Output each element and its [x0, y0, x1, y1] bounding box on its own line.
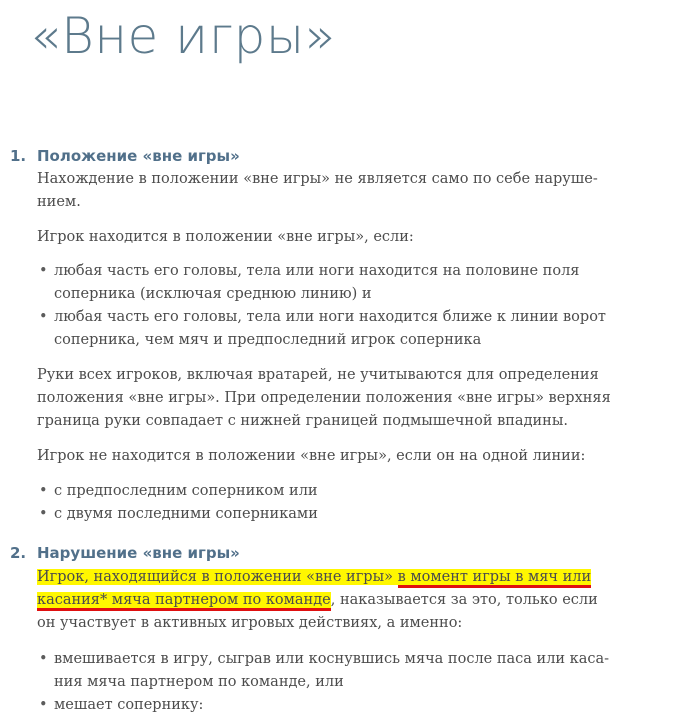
section-title: Нарушение «вне игры» [37, 544, 240, 562]
section-1-heading [10, 145, 240, 167]
section-2-actions-list [37, 648, 647, 717]
highlighted-underlined-text: в момент игры в мяч или [398, 569, 592, 588]
list-item: • с двумя последними соперниками [37, 503, 647, 526]
list-item: • мешает сопернику: [37, 694, 647, 717]
section-1-paragraph-2: Игрок находится в положении «вне игры», если: [37, 229, 414, 245]
section-title: Положение «вне игры» [37, 147, 240, 165]
list-item: • вмешивается в игру, сыграв или коснувшись мяча после паса или каса- ния мяча партнером по команде, или [37, 648, 647, 694]
section-1-paragraph-4: Игрок не находится в положении «вне игры», если он на одной линии: [37, 448, 586, 464]
list-item: • любая часть его головы, тела или ноги находится ближе к линии ворот соперника, чем мяч и предпоследний игрок соперника [37, 306, 647, 352]
list-item: • любая часть его головы, тела или ноги находится на половине поля соперника (исключая среднюю линию) и [37, 260, 647, 306]
section-number: 1. [10, 147, 27, 165]
section-1-conditions-list [37, 260, 647, 352]
section-1-paragraph-1: Нахождение в положении «вне игры» не является само по себе наруше- нием. [37, 171, 598, 210]
page-title: «Вне игры» [30, 7, 336, 65]
list-item: • с предпоследним соперником или [37, 480, 647, 503]
section-2-paragraph-1: Игрок, находящийся в положении «вне игры» в момент игры в мяч или касания* мяча партнером по команде, наказывается за это, только если он участвует в активных игровых действиях, а именно: [37, 569, 598, 631]
highlighted-underlined-text: касания* мяча партнером по команде [37, 592, 331, 611]
section-1-paragraph-3: Руки всех игроков, включая вратарей, не учитываются для определения положения «вне игры». При определении положения «вне игры» верхняя граница руки совпадает с нижней границей подмышечной впадины. [37, 367, 611, 429]
section-1-exceptions-list [37, 480, 647, 526]
section-2-heading [10, 542, 240, 564]
section-number: 2. [10, 544, 27, 562]
highlighted-text: Игрок, находящийся в положении «вне игры» [37, 569, 393, 585]
